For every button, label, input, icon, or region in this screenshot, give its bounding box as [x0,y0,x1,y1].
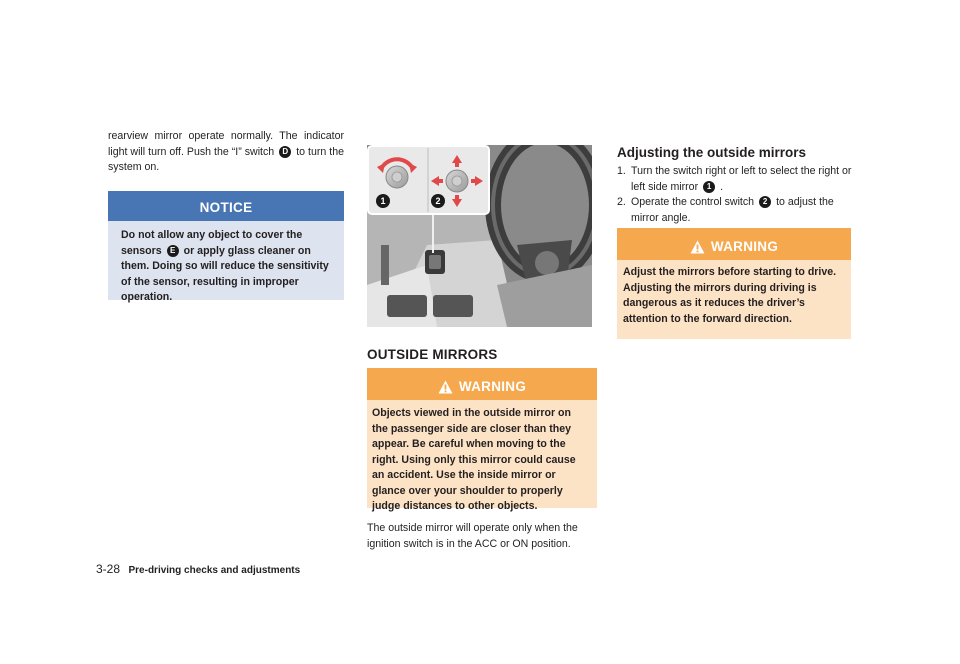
notice-text-part1: Do not allow any object to cover the sensors [121,229,303,257]
page-footer [96,560,300,578]
outside-mirrors-heading: OUTSIDE MIRRORS [367,347,498,362]
marker-d-icon: D [279,146,291,158]
warning-box-adjust-mirrors [617,228,851,339]
outside-mirror-paragraph: The outside mirror will operate only when the ignition switch is in the ACC or ON position. [367,522,578,550]
step-1-text-part1: Turn the switch right or left to select the right or left side mirror [631,165,852,193]
warning-triangle-icon [438,380,453,394]
warning-triangle-icon [690,240,705,254]
marker-2-icon: 2 [759,196,771,208]
warning-title-text-2: WARNING [710,239,779,254]
intro-text-part1: rearview mirror operate normally. The indicator light will turn off. Push the “I” switch [108,130,344,158]
warning-title-1 [367,368,597,400]
step-2-text [617,195,853,226]
warning-box-passenger-mirror [367,368,597,512]
notice-box [108,191,344,303]
mirror-switch-illustration [367,145,592,327]
mirror-switch-figure [367,145,592,327]
callout-1-icon: 1 [376,194,390,208]
section-title: Pre-driving checks and adjustments [128,565,301,576]
marker-1-icon: 1 [703,181,715,193]
callout-2-icon: 2 [431,194,445,208]
intro-text-part2: to turn the system on. [108,145,345,173]
warning-text-2: Adjust the mirrors before starting to drive. Adjusting the mirrors during driving is dangerous as it reduces the driver’s attention to the forward direction. [623,266,837,325]
step-2-number: 2. [617,196,626,208]
marker-e-icon: E [167,245,179,257]
step-1-text-part2: . [720,180,724,193]
warning-text-1: Objects viewed in the outside mirror on the passenger side are closer than they appear. Be careful when moving to the right. Using only this mirror could cause an accident. Use the inside mirror or glance over your shoulder to properly judge distances to other objects. [372,407,576,512]
step-2-text-part1: Operate the control switch [631,196,755,208]
notice-title: NOTICE [108,191,344,221]
warning-title-text-1: WARNING [458,379,527,394]
warning-title-2 [617,228,851,260]
page-number: 3-28 [96,562,121,576]
step-1 [617,164,853,195]
adjusting-heading: Adjusting the outside mirrors [617,145,807,160]
notice-text-part2: or apply glass cleaner on them. Doing so will reduce the sensitivity of the sensor, resulting in improper operation. [121,244,329,303]
step-1-number: 1. [617,165,626,177]
step-2 [617,195,853,226]
intro-paragraph [108,129,344,176]
step-1-text [617,164,853,195]
notice-text [108,221,344,316]
step-2-text-part2: to adjust the mirror angle. [631,196,834,224]
